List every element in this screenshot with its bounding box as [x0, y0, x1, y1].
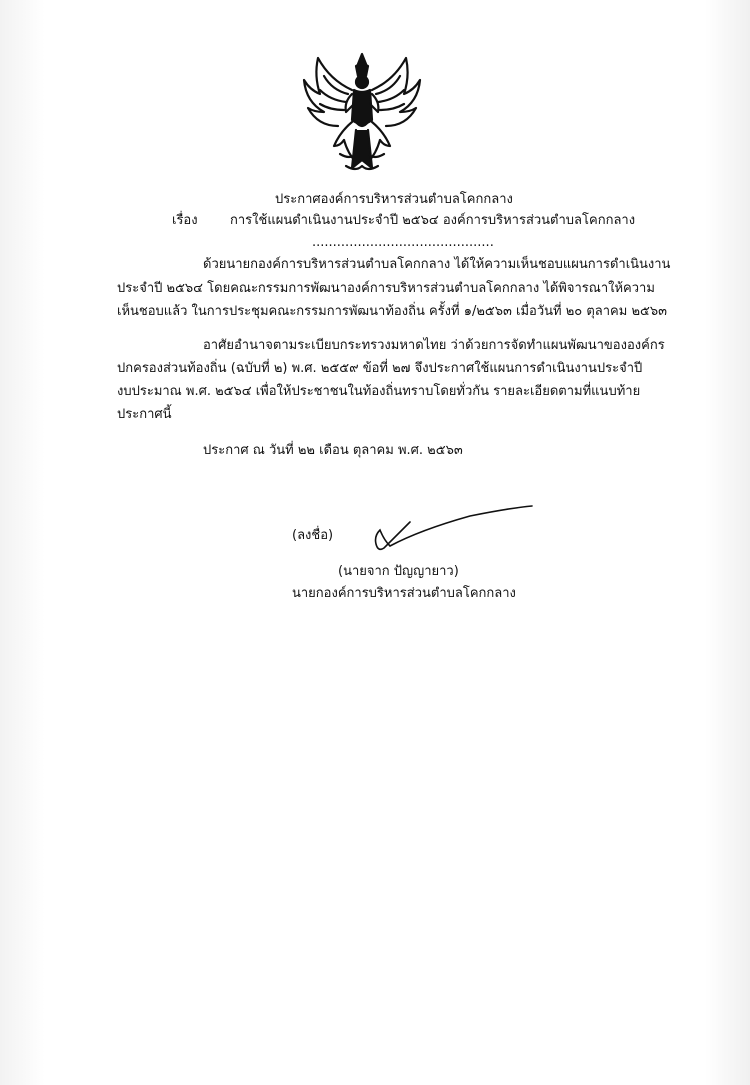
subject-text: การใช้แผนดำเนินงานประจำปี ๒๕๖๔ องค์การบริหารส่วนตำบลโคกกลาง: [230, 213, 636, 228]
signatory-name: (นายจาก ปัญญายาว): [338, 564, 459, 579]
paragraph-2-line-2: ปกครองส่วนท้องถิ่น (ฉบับที่ ๒) พ.ศ. ๒๕๕๙ ข้อที่ ๒๗ จึงประกาศใช้แผนการดำเนินงานประจำปี: [117, 361, 643, 376]
subject-label: เรื่อง: [172, 213, 198, 228]
sign-label: (ลงชื่อ): [292, 528, 334, 543]
garuda-emblem-icon: [300, 50, 425, 175]
signatory-position: นายกองค์การบริหารส่วนตำบลโคกกลาง: [292, 586, 516, 601]
paragraph-1-line-2: ประจำปี ๒๕๖๔ โดยคณะกรรมการพัฒนาองค์การบริหารส่วนตำบลโคกกลาง ได้พิจารณาให้ความ: [117, 281, 655, 296]
separator-line: ............................................: [312, 235, 494, 250]
paragraph-2-line-3: งบประมาณ พ.ศ. ๒๕๖๔ เพื่อให้ประชาชนในท้องถิ่นทราบโดยทั่วกัน รายละเอียดตามที่แนบท้าย: [117, 384, 641, 399]
paragraph-2-line-4: ประกาศนี้: [117, 407, 172, 422]
announcement-title: ประกาศองค์การบริหารส่วนตำบลโคกกลาง: [275, 192, 513, 207]
date-line: ประกาศ ณ วันที่ ๒๒ เดือน ตุลาคม พ.ศ. ๒๕๖๓: [203, 443, 463, 458]
paragraph-1-line-3: เห็นชอบแล้ว ในการประชุมคณะกรรมการพัฒนาท้องถิ่น ครั้งที่ ๑/๒๕๖๓ เมื่อวันที่ ๒๐ ตุลาคม ๒๕๖๓: [117, 304, 668, 319]
paragraph-2-line-1: อาศัยอำนาจตามระเบียบกระทรวงมหาดไทย ว่าด้วยการจัดทำแผนพัฒนาขององค์กร: [203, 338, 665, 353]
paragraph-1-line-1: ด้วยนายกองค์การบริหารส่วนตำบลโคกกลาง ได้ให้ความเห็นชอบแผนการดำเนินงาน: [203, 257, 671, 272]
